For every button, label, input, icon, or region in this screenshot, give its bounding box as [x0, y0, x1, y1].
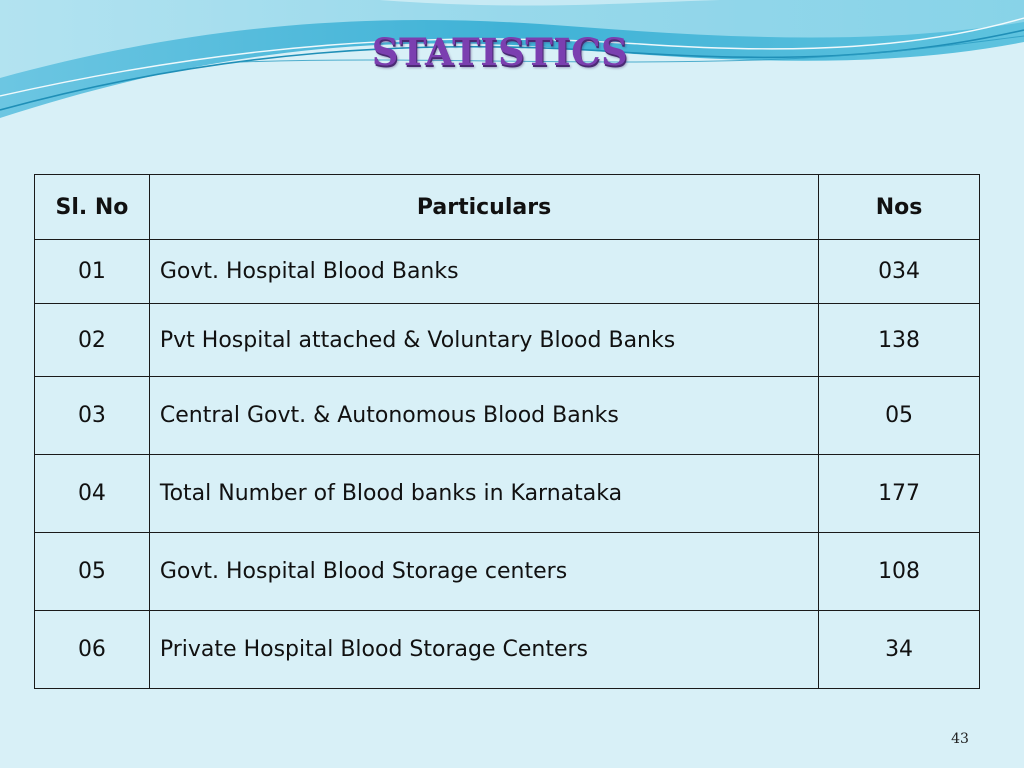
table-row [35, 455, 980, 533]
slide-title: STATISTICS [371, 30, 629, 74]
table-row [35, 240, 980, 304]
cell-particulars: Pvt Hospital attached & Voluntary Blood Banks [149, 304, 818, 377]
cell-particulars: Private Hospital Blood Storage Centers [149, 611, 818, 689]
table-body [35, 240, 980, 689]
cell-nos: 034 [819, 240, 980, 304]
cell-particulars: Govt. Hospital Blood Storage centers [149, 533, 818, 611]
cell-sl-no: 02 [35, 304, 150, 377]
cell-sl-no: 06 [35, 611, 150, 689]
cell-sl-no: 03 [35, 377, 150, 455]
table-header-row [35, 175, 980, 240]
cell-sl-no: 01 [35, 240, 150, 304]
cell-particulars: Central Govt. & Autonomous Blood Banks [149, 377, 818, 455]
page-number: 43 [951, 731, 969, 747]
table-row [35, 377, 980, 455]
table-header [35, 175, 980, 240]
header-nos: Nos [819, 175, 980, 240]
table-row [35, 533, 980, 611]
cell-sl-no: 05 [35, 533, 150, 611]
cell-nos: 108 [819, 533, 980, 611]
table-row [35, 611, 980, 689]
cell-nos: 177 [819, 455, 980, 533]
cell-nos: 138 [819, 304, 980, 377]
header-sl-no: Sl. No [35, 175, 150, 240]
cell-sl-no: 04 [35, 455, 150, 533]
cell-nos: 05 [819, 377, 980, 455]
cell-nos: 34 [819, 611, 980, 689]
table-row [35, 304, 980, 377]
statistics-table [34, 174, 980, 689]
header-particulars: Particulars [149, 175, 818, 240]
cell-particulars: Govt. Hospital Blood Banks [149, 240, 818, 304]
cell-particulars: Total Number of Blood banks in Karnataka [149, 455, 818, 533]
